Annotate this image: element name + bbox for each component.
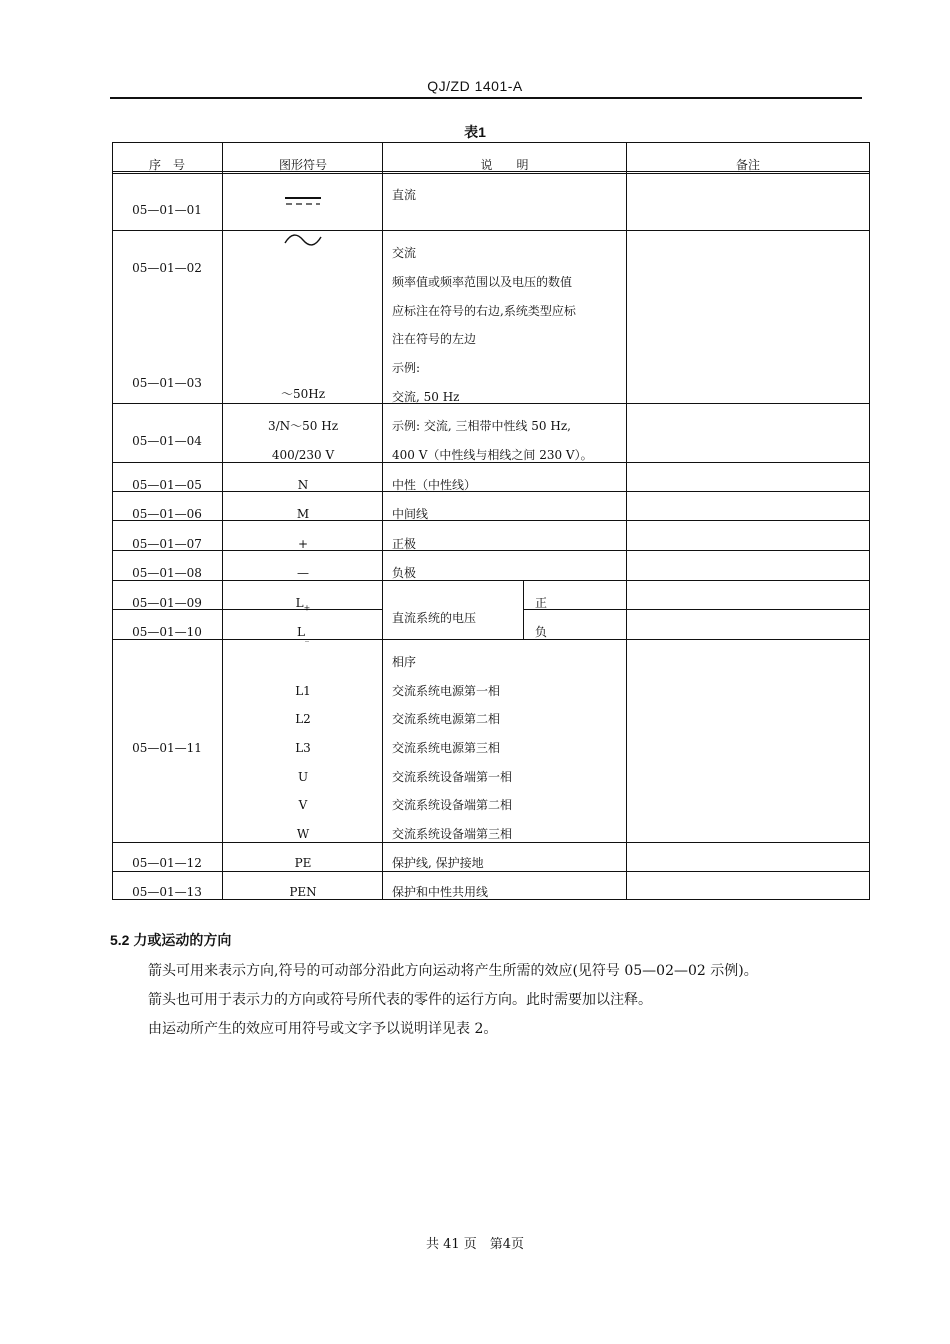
table-title: 表1 (464, 124, 486, 140)
section-heading: 5.2 力或运动的方向 (110, 932, 232, 948)
row-symbol: M (296, 507, 310, 521)
row-desc: 交流系统设备端第一相 (392, 770, 513, 784)
row-seq: 05—01—11 (132, 741, 202, 755)
symbol-subscript: + (303, 603, 311, 613)
row-desc: 负极 (392, 566, 417, 580)
row-divider-partial (523, 609, 870, 610)
column-header-note: 备注 (735, 158, 760, 172)
symbol-letter: L (295, 596, 304, 610)
row-symbol: ～50Hz (280, 387, 326, 401)
row-symbol: L3 (295, 741, 311, 755)
row-seq: 05—01—09 (132, 596, 202, 610)
row-desc-line: 交流 (392, 246, 417, 260)
row-sub-desc: 正 (535, 596, 548, 610)
row-symbol: L1 (295, 684, 311, 698)
row-divider (112, 230, 870, 231)
row-desc-head: 相序 (392, 655, 417, 669)
row-seq: 05—01—07 (132, 537, 202, 551)
row-symbol (223, 595, 383, 616)
row-symbol: U (297, 770, 309, 784)
page-footer: 共 41 页 第4页 (425, 1237, 525, 1252)
row-seq: 05—01—01 (132, 203, 202, 217)
row-desc: 直流系统的电压 (392, 611, 477, 625)
row-seq: 05—01—02 (132, 261, 202, 275)
row-symbol: 400/230 V (271, 448, 335, 462)
paragraph: 箭头可用来表示方向,符号的可动部分沿此方向运动将产生所需的效应(见符号 05—02—02 示例)。 (148, 963, 758, 979)
row-desc-line: 交流, 50 Hz (392, 390, 460, 404)
column-header-symbol: 图形符号 (278, 158, 327, 172)
row-desc: 直流 (392, 188, 417, 202)
column-divider (626, 142, 627, 900)
row-seq: 05—01—05 (132, 478, 202, 492)
row-symbol: PE (294, 856, 312, 870)
row-desc-line: 应标注在符号的右边,系统类型应标 (392, 304, 576, 318)
row-desc-line: 频率值或频率范围以及电压的数值 (392, 275, 573, 289)
row-desc: 中间线 (392, 507, 429, 521)
row-desc: 交流系统设备端第三相 (392, 827, 513, 841)
row-desc-line: 400 V（中性线与相线之间 230 V）。 (392, 448, 593, 462)
row-divider (112, 871, 870, 872)
row-seq: 05—01—06 (132, 507, 202, 521)
row-sub-desc: 负 (535, 625, 548, 639)
row-desc: 交流系统电源第二相 (392, 712, 501, 726)
row-symbol: N (297, 478, 309, 492)
symbol-letter: L (297, 625, 305, 639)
row-desc: 交流系统设备端第二相 (392, 798, 513, 812)
header-row-divider (112, 173, 870, 174)
row-desc: 正极 (392, 537, 417, 551)
row-desc: 交流系统电源第一相 (392, 684, 501, 698)
row-desc: 保护线, 保护接地 (392, 856, 484, 870)
row-symbol (223, 624, 383, 645)
row-desc-line: 示例: (392, 361, 421, 375)
column-header-desc: 说 明 (480, 158, 529, 172)
row-desc: 中性（中性线） (392, 478, 477, 492)
row-desc: 交流系统电源第三相 (392, 741, 501, 755)
document-number: QJ/ZD 1401-A (427, 78, 523, 94)
symbol-subscript: _ (304, 632, 309, 642)
row-seq: 05—01—08 (132, 566, 202, 580)
row-seq: 05—01—12 (132, 856, 202, 870)
row-divider (112, 403, 870, 404)
row-symbol: 3/N～50 Hz (267, 419, 339, 433)
row-symbol: — (297, 566, 309, 580)
row-seq: 05—01—13 (132, 885, 202, 899)
paragraph: 箭头也可用于表示力的方向或符号所代表的零件的运行方向。此时需要加以注释。 (148, 992, 652, 1008)
row-symbol: PEN (289, 885, 317, 899)
row-symbol: W (296, 827, 310, 841)
table-border-top (112, 142, 870, 143)
row-symbol: + (297, 537, 309, 551)
row-seq: 05—01—03 (132, 376, 202, 390)
table-border-right (869, 142, 870, 900)
dc-symbol-icon (283, 195, 323, 207)
row-symbol: L2 (295, 712, 311, 726)
row-divider (112, 842, 870, 843)
row-desc-line: 示例: 交流, 三相带中性线 50 Hz, (392, 419, 571, 433)
column-header-seq: 序 号 (148, 158, 185, 172)
row-symbol: V (298, 798, 308, 812)
paragraph: 由运动所产生的效应可用符号或文字予以说明详见表 2。 (148, 1021, 498, 1037)
row-seq: 05—01—10 (132, 625, 202, 639)
header-rule (110, 97, 862, 99)
row-seq: 05—01—04 (132, 434, 202, 448)
row-desc-line: 注在符号的左边 (392, 332, 477, 346)
ac-tilde-icon (283, 233, 323, 247)
row-desc: 保护和中性共用线 (392, 885, 489, 899)
